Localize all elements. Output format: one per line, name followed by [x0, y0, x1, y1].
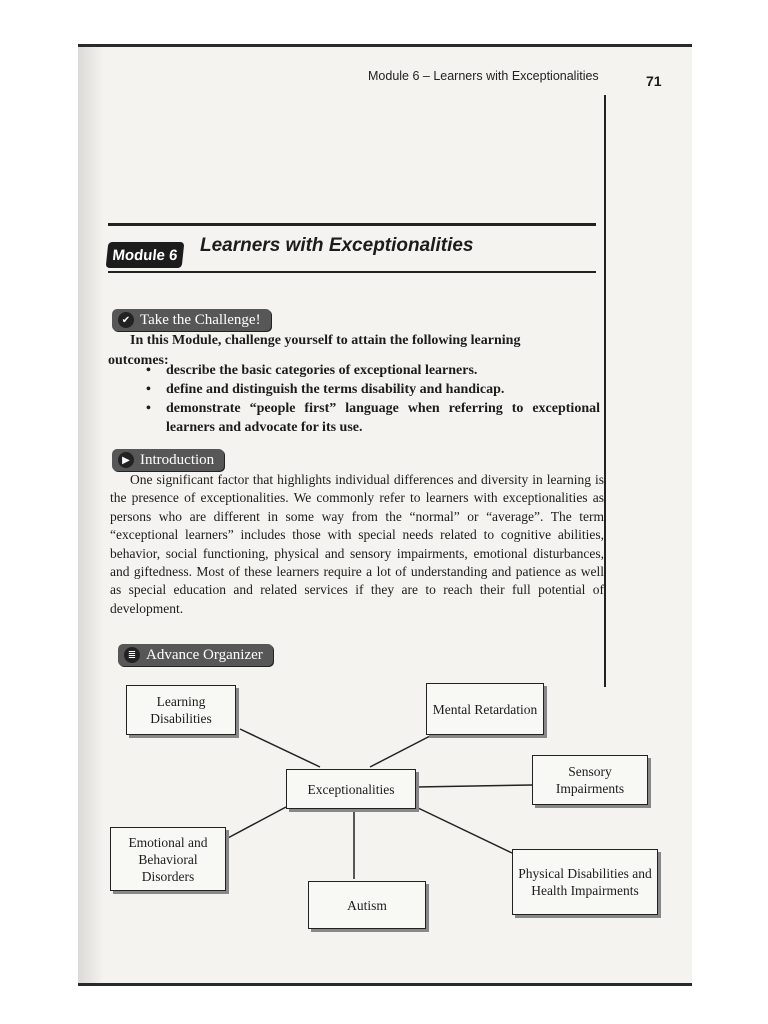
introduction-paragraph: One significant factor that highlights individual differences and diversity in learning is the presence of exceptionalities. We commonly refer to learners with exceptionalities as persons who are different in some way from the “normal” or “average”. The term “exceptional learners” includes those with special needs related to cognitive abilities, behavior, social functioning, physical and sensory impairments, emotional disturbances, and giftedness. Most of these learners require a lot of understanding and patience as well as special education and related services if they are to reach their full potential of development.	[110, 472, 604, 616]
outcome-item: • demonstrate “people first” language when referring to exceptional learners and advocate for its use.	[140, 399, 600, 437]
challenge-intro-tail: outcomes:	[108, 353, 169, 368]
node-learning-disabilities: Learning Disabilities	[126, 685, 236, 735]
connector-physical	[416, 807, 512, 853]
node-mental-retardation: Mental Retardation	[426, 683, 544, 735]
challenge-banner-label: Take the Challenge!	[140, 311, 261, 328]
connector-emotional	[226, 807, 286, 839]
connector-sensory	[416, 785, 532, 787]
outcome-item: • describe the basic categories of exceptional learners.	[140, 361, 600, 380]
module-title: Learners with Exceptionalities	[200, 235, 474, 256]
outcome-item: • define and distinguish the terms disability and handicap.	[140, 380, 600, 399]
checkmark-icon: ✔	[118, 312, 134, 328]
play-icon: ▶	[118, 452, 134, 468]
node-exceptionalities: Exceptionalities	[286, 769, 416, 809]
module-badge: Module 6	[106, 242, 185, 268]
organizer-banner-label: Advance Organizer	[146, 646, 263, 663]
node-physical-health: Physical Disabilities and Health Impairments	[512, 849, 658, 915]
node-sensory-impairments: Sensory Impairments	[532, 755, 648, 805]
challenge-intro-lead: In this Module, challenge yourself to attain the following learning	[130, 333, 521, 348]
connector-mental	[370, 735, 432, 767]
connector-learning	[240, 729, 320, 767]
node-emotional-behavioral: Emotional and Behavioral Disorders	[110, 827, 226, 891]
textbook-page	[78, 44, 692, 986]
page-number: 71	[646, 73, 662, 89]
introduction-banner-label: Introduction	[140, 451, 215, 468]
node-autism: Autism	[308, 881, 426, 929]
notepad-icon: ≣	[124, 647, 140, 663]
running-head: Module 6 – Learners with Exceptionalities	[368, 69, 599, 83]
